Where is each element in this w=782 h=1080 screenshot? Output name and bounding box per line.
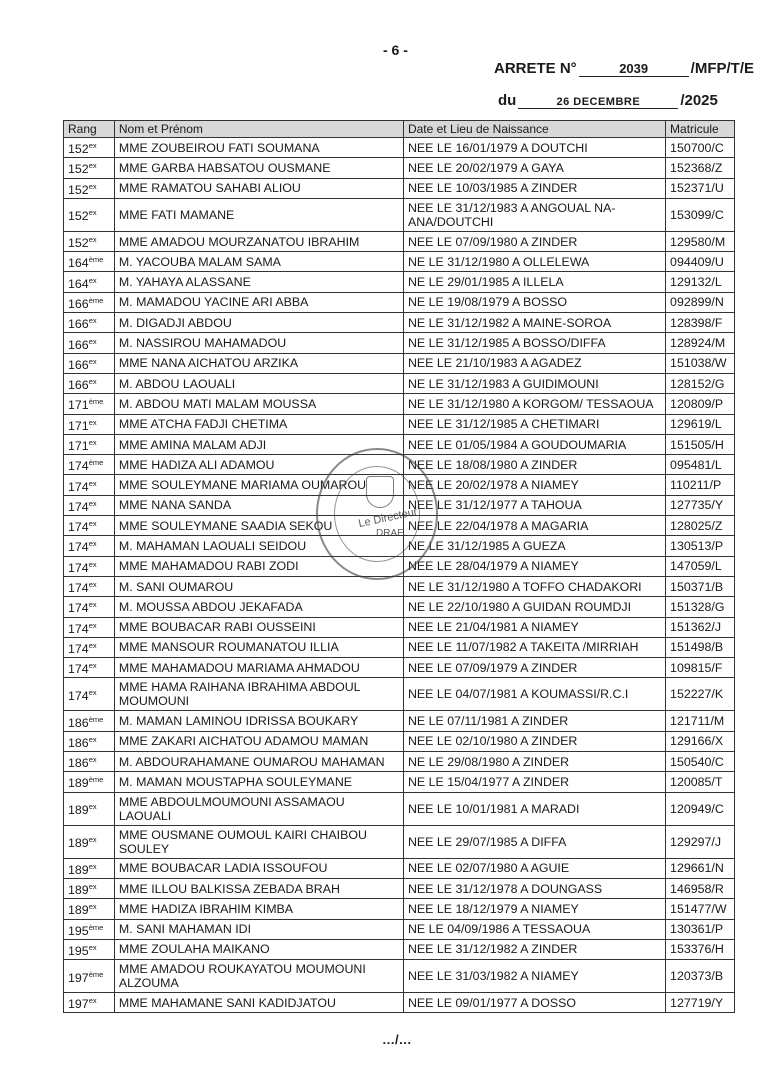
table-row <box>64 414 735 434</box>
rank-number: 171 <box>68 439 89 453</box>
name-cell: M. NASSIROU MAHAMADOU <box>114 333 403 353</box>
birth-cell: NE LE 31/12/1983 A GUIDIMOUNI <box>403 373 665 393</box>
name-cell: M. MAMAN MOUSTAPHA SOULEYMANE <box>114 772 403 792</box>
rang-cell <box>64 556 115 576</box>
date-handwritten: 26 DECEMBRE <box>518 96 678 109</box>
rank-suffix: ème <box>88 458 104 468</box>
rang-cell <box>64 158 115 178</box>
rang-cell <box>64 272 115 292</box>
name-cell: MME FATI MAMANE <box>114 198 403 231</box>
table-row <box>64 576 735 596</box>
birth-cell: NE LE 07/11/1981 A ZINDER <box>403 711 665 731</box>
arrete-label: ARRETE N° <box>494 60 577 77</box>
rank-suffix: ème <box>88 714 104 724</box>
rang-cell <box>64 198 115 231</box>
matricule-cell: 120949/C <box>666 792 735 825</box>
matricule-cell: 094409/U <box>666 252 735 272</box>
matricule-cell: 121711/M <box>666 711 735 731</box>
table-row <box>64 899 735 919</box>
matricule-cell: 095481/L <box>666 455 735 475</box>
name-cell: MME BOUBACAR RABI OUSSEINI <box>114 617 403 637</box>
rank-suffix: ème <box>88 969 104 979</box>
rank-suffix: ème <box>88 397 104 407</box>
rank-suffix: ex <box>88 942 97 952</box>
rank-suffix: ex <box>88 316 97 326</box>
birth-cell: NEE LE 22/04/1978 A MAGARIA <box>403 516 665 536</box>
table-row <box>64 752 735 772</box>
stamp-title: Le Directeur <box>357 505 419 531</box>
matricule-cell: 129619/L <box>666 414 735 434</box>
table-row <box>64 993 735 1013</box>
birth-cell: NE LE 19/08/1979 A BOSSO <box>403 292 665 312</box>
rank-number: 174 <box>68 499 89 514</box>
name-cell: MME GARBA HABSATOU OUSMANE <box>114 158 403 178</box>
matricule-cell: 120373/B <box>666 960 735 993</box>
birth-cell: NEE LE 02/10/1980 A ZINDER <box>403 731 665 751</box>
rank-suffix: ex <box>88 640 97 650</box>
table-row <box>64 939 735 959</box>
name-cell: MME ZAKARI AICHATOU ADAMOU MAMAN <box>114 731 403 751</box>
table-row <box>64 878 735 898</box>
table-row <box>64 198 735 231</box>
rank-number: 174 <box>68 662 89 677</box>
matricule-cell: 110211/P <box>666 475 735 495</box>
rank-suffix: ème <box>88 922 104 932</box>
name-cell: M. ABDOURAHAMANE OUMAROU MAHAMAN <box>114 752 403 772</box>
rang-cell <box>64 993 115 1013</box>
matricule-cell: 129580/M <box>666 231 735 251</box>
matricule-cell: 150540/C <box>666 752 735 772</box>
page-number: - 6 - <box>383 42 408 58</box>
birth-cell: NE LE 29/01/1985 A ILLELA <box>403 272 665 292</box>
table-row <box>64 960 735 993</box>
rang-cell <box>64 516 115 536</box>
rank-suffix: ex <box>88 438 97 447</box>
name-cell: MME HADIZA IBRAHIM KIMBA <box>114 899 403 919</box>
rang-cell <box>64 178 115 198</box>
rank-suffix: ex <box>88 417 97 427</box>
rang-cell <box>64 576 115 596</box>
rank-number: 186 <box>68 756 89 771</box>
table-row <box>64 678 735 711</box>
rank-number: 152 <box>68 162 89 177</box>
rank-suffix: ex <box>88 519 97 529</box>
birth-cell: NE LE 31/12/1980 A KORGOM/ TESSAOUA <box>403 394 665 414</box>
birth-cell: NE LE 31/12/1980 A TOFFO CHADAKORI <box>403 576 665 596</box>
table-row <box>64 825 735 858</box>
rank-suffix: ex <box>88 539 97 549</box>
birth-cell: NEE LE 04/07/1981 A KOUMASSI/R.C.I <box>403 678 665 711</box>
rang-cell <box>64 939 115 959</box>
table-row <box>64 536 735 556</box>
birth-cell: NE LE 22/10/1980 A GUIDAN ROUMDJI <box>403 597 665 617</box>
birth-cell: NEE LE 28/04/1979 A NIAMEY <box>403 556 665 576</box>
matricule-cell: 151328/G <box>666 597 735 617</box>
table-row <box>64 637 735 657</box>
rang-cell <box>64 394 115 414</box>
rank-suffix: ex <box>88 734 97 744</box>
rank-suffix: ex <box>88 478 97 488</box>
rang-cell <box>64 752 115 772</box>
column-header-matricule: Matricule <box>666 121 735 138</box>
rank-suffix: ex <box>88 356 97 366</box>
name-cell: MME MAHAMADOU RABI ZODI <box>114 556 403 576</box>
table-row <box>64 252 735 272</box>
matricule-cell: 152368/Z <box>666 158 735 178</box>
rank-suffix: ex <box>88 802 97 812</box>
rang-cell <box>64 313 115 333</box>
name-cell: MME ILLOU BALKISSA ZEBADA BRAH <box>114 878 403 898</box>
name-cell: M. MAHAMAN LAOUALI SEIDOU <box>114 536 403 556</box>
name-cell: MME SOULEYMANE SAADIA SEKOU <box>114 516 403 536</box>
matricule-cell: 130361/P <box>666 919 735 939</box>
rank-suffix: ème <box>88 255 104 265</box>
matricule-cell: 151477/W <box>666 899 735 919</box>
rang-cell <box>64 658 115 678</box>
name-cell: M. YACOUBA MALAM SAMA <box>114 252 403 272</box>
personnel-table <box>63 120 735 1013</box>
rang-cell <box>64 252 115 272</box>
du-label: du <box>498 92 517 109</box>
rank-number: 166 <box>68 378 89 393</box>
rank-suffix: ex <box>88 336 97 346</box>
rang-cell <box>64 772 115 792</box>
rank-suffix: ex <box>88 580 97 590</box>
name-cell: MME MANSOUR ROUMANATOU ILLIA <box>114 637 403 657</box>
rank-number: 174 <box>68 520 89 535</box>
name-cell: MME MAHAMADOU MARIAMA AHMADOU <box>114 658 403 678</box>
birth-cell: NEE LE 31/12/1983 A ANGOUAL NA-ANA/DOUTCHI <box>403 198 665 231</box>
rank-suffix: ex <box>88 141 97 151</box>
rank-suffix: ex <box>88 275 97 285</box>
rank-suffix: ex <box>88 208 97 218</box>
rank-number: 174 <box>68 581 89 596</box>
rang-cell <box>64 731 115 751</box>
rank-number: 174 <box>68 688 89 703</box>
birth-cell: NE LE 31/12/1982 A MAINE-SOROA <box>403 313 665 333</box>
name-cell: MME AMADOU ROUKAYATOU MOUMOUNI ALZOUMA <box>114 960 403 993</box>
table-row <box>64 556 735 576</box>
table-row <box>64 731 735 751</box>
rank-number: 166 <box>68 337 89 352</box>
matricule-cell: 120085/T <box>666 772 735 792</box>
table-row <box>64 394 735 414</box>
matricule-cell: 129166/X <box>666 731 735 751</box>
matricule-cell: 129661/N <box>666 858 735 878</box>
birth-cell: NEE LE 11/07/1982 A TAKEITA /MIRRIAH <box>403 637 665 657</box>
matricule-cell: 147059/L <box>666 556 735 576</box>
rank-number: 166 <box>68 296 89 311</box>
name-cell: MME OUSMANE OUMOUL KAIRI CHAIBOU SOULEY <box>114 825 403 858</box>
matricule-cell: 128025/Z <box>666 516 735 536</box>
name-cell: MME HADIZA ALI ADAMOU <box>114 455 403 475</box>
name-cell: MME NANA SANDA <box>114 495 403 515</box>
rank-suffix: ex <box>88 181 97 191</box>
column-header-naissance: Date et Lieu de Naissance <box>403 121 665 138</box>
rank-number: 195 <box>68 943 89 958</box>
birth-cell: NEE LE 31/03/1982 A NIAMEY <box>403 960 665 993</box>
table-row <box>64 597 735 617</box>
rank-number: 195 <box>68 923 89 938</box>
birth-cell: NE LE 31/12/1980 A OLLELEWA <box>403 252 665 272</box>
table-row <box>64 333 735 353</box>
rank-number: 174 <box>68 479 89 494</box>
table-row <box>64 858 735 878</box>
rank-suffix: ex <box>88 161 97 171</box>
table-row <box>64 919 735 939</box>
birth-cell: NEE LE 21/10/1983 A AGADEZ <box>403 353 665 373</box>
matricule-cell: 151038/W <box>666 353 735 373</box>
birth-cell: NEE LE 18/08/1980 A ZINDER <box>403 455 665 475</box>
table-row <box>64 313 735 333</box>
name-cell: MME MAHAMANE SANI KADIDJATOU <box>114 993 403 1013</box>
name-cell: MME HAMA RAIHANA IBRAHIMA ABDOUL MOUMOUNI <box>114 678 403 711</box>
rank-suffix: ex <box>88 996 97 1006</box>
rank-suffix: ex <box>88 377 97 387</box>
year-suffix: /2025 <box>680 92 718 109</box>
name-cell: M. MOUSSA ABDOU JEKAFADA <box>114 597 403 617</box>
rank-number: 174 <box>68 560 89 575</box>
table-row <box>64 434 735 454</box>
rank-number: 164 <box>68 256 89 271</box>
birth-cell: NEE LE 20/02/1979 A GAYA <box>403 158 665 178</box>
birth-cell: NEE LE 31/12/1982 A ZINDER <box>403 939 665 959</box>
rang-cell <box>64 637 115 657</box>
name-cell: M. DIGADJI ABDOU <box>114 313 403 333</box>
name-cell: MME SOULEYMANE MARIAMA OUMAROU <box>114 475 403 495</box>
matricule-cell: 151498/B <box>666 637 735 657</box>
birth-cell: NEE LE 07/09/1980 A ZINDER <box>403 231 665 251</box>
matricule-cell: 152371/U <box>666 178 735 198</box>
birth-cell: NEE LE 31/12/1977 A TAHOUA <box>403 495 665 515</box>
rank-number: 174 <box>68 540 89 555</box>
matricule-cell: 153099/C <box>666 198 735 231</box>
rang-cell <box>64 475 115 495</box>
rank-suffix: ex <box>88 687 97 697</box>
name-cell: MME ZOUBEIROU FATI SOUMANA <box>114 138 403 158</box>
table-row <box>64 292 735 312</box>
name-cell: M. ABDOU LAOUALI <box>114 373 403 393</box>
table-body <box>64 138 735 1013</box>
rank-number: 152 <box>68 236 89 251</box>
table-row <box>64 658 735 678</box>
birth-cell: NE LE 29/08/1980 A ZINDER <box>403 752 665 772</box>
matricule-cell: 128924/M <box>666 333 735 353</box>
table-row <box>64 711 735 731</box>
birth-cell: NEE LE 07/09/1979 A ZINDER <box>403 658 665 678</box>
arrete-suffix: /MFP/T/E <box>690 60 755 77</box>
rang-cell <box>64 434 115 454</box>
rank-suffix: ex <box>88 620 97 630</box>
table-row <box>64 455 735 475</box>
table-row <box>64 353 735 373</box>
matricule-cell: 109815/F <box>666 658 735 678</box>
rang-cell <box>64 919 115 939</box>
name-cell: M. SANI OUMAROU <box>114 576 403 596</box>
table-row <box>64 373 735 393</box>
birth-cell: NE LE 31/12/1985 A BOSSO/DIFFA <box>403 333 665 353</box>
rank-suffix: ex <box>88 835 97 845</box>
matricule-cell: 128152/G <box>666 373 735 393</box>
rank-number: 189 <box>68 836 89 851</box>
name-cell: MME AMINA MALAM ADJI <box>114 434 403 454</box>
rank-number: 197 <box>68 970 89 985</box>
rang-cell <box>64 292 115 312</box>
rang-cell <box>64 231 115 251</box>
birth-cell: NEE LE 20/02/1978 A NIAMEY <box>403 475 665 495</box>
rang-cell <box>64 138 115 158</box>
arrete-date <box>498 92 718 109</box>
rang-cell <box>64 858 115 878</box>
rank-number: 174 <box>68 641 89 656</box>
table-row <box>64 178 735 198</box>
birth-cell: NEE LE 09/01/1977 A DOSSO <box>403 993 665 1013</box>
matricule-cell: 130513/P <box>666 536 735 556</box>
rang-cell <box>64 617 115 637</box>
rank-number: 171 <box>68 398 89 413</box>
column-header-nom: Nom et Prénom <box>114 121 403 138</box>
matricule-cell: 151505/H <box>666 434 735 454</box>
matricule-cell: 146958/R <box>666 878 735 898</box>
rank-suffix: ex <box>88 559 97 569</box>
name-cell: M. ABDOU MATI MALAM MOUSSA <box>114 394 403 414</box>
rang-cell <box>64 353 115 373</box>
arrete-number: 2039 <box>579 61 689 77</box>
birth-cell: NEE LE 16/01/1979 A DOUTCHI <box>403 138 665 158</box>
rank-suffix: ex <box>88 498 97 508</box>
name-cell: MME BOUBACAR LADIA ISSOUFOU <box>114 858 403 878</box>
rank-suffix: ex <box>88 755 97 765</box>
rank-number: 171 <box>68 418 89 433</box>
birth-cell: NEE LE 21/04/1981 A NIAMEY <box>403 617 665 637</box>
rang-cell <box>64 414 115 434</box>
name-cell: MME AMADOU MOURZANATOU IBRAHIM <box>114 231 403 251</box>
name-cell: M. MAMAN LAMINOU IDRISSA BOUKARY <box>114 711 403 731</box>
rank-number: 152 <box>68 182 89 197</box>
rank-number: 174 <box>68 621 89 636</box>
rank-number: 166 <box>68 357 89 372</box>
matricule-cell: 129132/L <box>666 272 735 292</box>
birth-cell: NEE LE 18/12/1979 A NIAMEY <box>403 899 665 919</box>
matricule-cell: 152227/K <box>666 678 735 711</box>
table-row <box>64 495 735 515</box>
rank-number: 189 <box>68 862 89 877</box>
stamp-department: DRAE <box>376 528 404 539</box>
matricule-cell: 151362/J <box>666 617 735 637</box>
matricule-cell: 150700/C <box>666 138 735 158</box>
name-cell: MME NANA AICHATOU ARZIKA <box>114 353 403 373</box>
rang-cell <box>64 792 115 825</box>
column-header-rang: Rang <box>64 121 115 138</box>
arrete-reference <box>494 60 754 77</box>
matricule-cell: 150371/B <box>666 576 735 596</box>
matricule-cell: 092899/N <box>666 292 735 312</box>
rank-number: 189 <box>68 803 89 818</box>
table-row <box>64 475 735 495</box>
rang-cell <box>64 899 115 919</box>
matricule-cell: 128398/F <box>666 313 735 333</box>
rank-suffix: ex <box>88 235 97 245</box>
rank-number: 197 <box>68 997 89 1012</box>
rang-cell <box>64 678 115 711</box>
table-row <box>64 617 735 637</box>
rank-number: 164 <box>68 276 89 291</box>
rang-cell <box>64 711 115 731</box>
rank-suffix: ex <box>88 600 97 610</box>
rang-cell <box>64 495 115 515</box>
rank-suffix: ème <box>88 295 104 305</box>
table-row <box>64 158 735 178</box>
rang-cell <box>64 878 115 898</box>
matricule-cell: 127719/Y <box>666 993 735 1013</box>
rang-cell <box>64 960 115 993</box>
rank-number: 174 <box>68 601 89 616</box>
rank-number: 189 <box>68 903 89 918</box>
rang-cell <box>64 333 115 353</box>
name-cell: MME ATCHA FADJI CHETIMA <box>114 414 403 434</box>
birth-cell: NEE LE 31/12/1985 A CHETIMARI <box>403 414 665 434</box>
birth-cell: NE LE 31/12/1985 A GUEZA <box>403 536 665 556</box>
table-row <box>64 792 735 825</box>
birth-cell: NEE LE 10/03/1985 A ZINDER <box>403 178 665 198</box>
rank-number: 152 <box>68 209 89 224</box>
matricule-cell: 153376/H <box>666 939 735 959</box>
rank-number: 186 <box>68 715 89 730</box>
rank-number: 152 <box>68 142 89 157</box>
rang-cell <box>64 597 115 617</box>
continuation-mark: …/… <box>382 1032 412 1047</box>
name-cell: MME ZOULAHA MAIKANO <box>114 939 403 959</box>
rank-suffix: ème <box>88 775 104 785</box>
birth-cell: NEE LE 31/12/1978 A DOUNGASS <box>403 878 665 898</box>
table-row <box>64 772 735 792</box>
rank-number: 189 <box>68 883 89 898</box>
rank-suffix: ex <box>88 902 97 912</box>
rang-cell <box>64 825 115 858</box>
rank-number: 166 <box>68 317 89 332</box>
rank-number: 186 <box>68 735 89 750</box>
table-row <box>64 516 735 536</box>
table-header-row <box>64 121 735 138</box>
birth-cell: NEE LE 01/05/1984 A GOUDOUMARIA <box>403 434 665 454</box>
table-row <box>64 138 735 158</box>
rank-suffix: ex <box>88 882 97 892</box>
rank-number: 174 <box>68 459 89 474</box>
table-row <box>64 272 735 292</box>
matricule-cell: 129297/J <box>666 825 735 858</box>
name-cell: M. YAHAYA ALASSANE <box>114 272 403 292</box>
name-cell: MME RAMATOU SAHABI ALIOU <box>114 178 403 198</box>
birth-cell: NEE LE 02/07/1980 A AGUIE <box>403 858 665 878</box>
matricule-cell: 120809/P <box>666 394 735 414</box>
rank-suffix: ex <box>88 861 97 871</box>
birth-cell: NE LE 15/04/1977 A ZINDER <box>403 772 665 792</box>
birth-cell: NE LE 04/09/1986 A TESSAOUA <box>403 919 665 939</box>
name-cell: MME ABDOULMOUMOUNI ASSAMAOU LAOUALI <box>114 792 403 825</box>
rang-cell <box>64 455 115 475</box>
matricule-cell: 127735/Y <box>666 495 735 515</box>
name-cell: M. MAMADOU YACINE ARI ABBA <box>114 292 403 312</box>
rang-cell <box>64 373 115 393</box>
table-row <box>64 231 735 251</box>
birth-cell: NEE LE 29/07/1985 A DIFFA <box>403 825 665 858</box>
rank-number: 189 <box>68 776 89 791</box>
rang-cell <box>64 536 115 556</box>
birth-cell: NEE LE 10/01/1981 A MARADI <box>403 792 665 825</box>
name-cell: M. SANI MAHAMAN IDI <box>114 919 403 939</box>
rank-suffix: ex <box>88 661 97 671</box>
